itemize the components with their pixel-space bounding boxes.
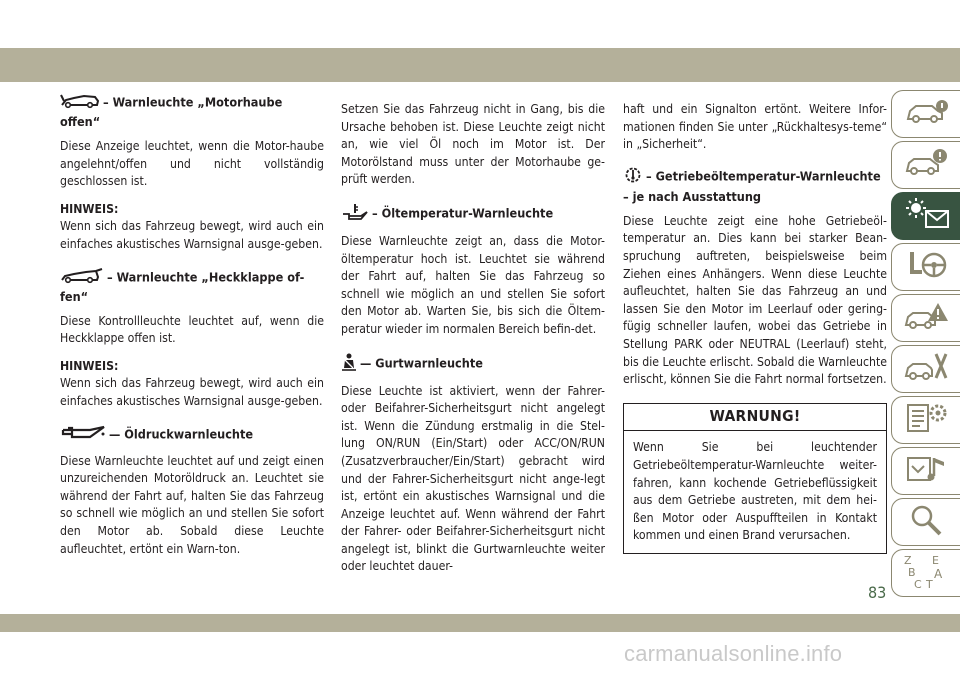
tab-multimedia[interactable]: [891, 447, 960, 495]
list-gear-icon: [902, 401, 950, 439]
header-band: [0, 48, 960, 82]
index-letters-icon: [900, 552, 952, 594]
car-info-icon: [902, 97, 950, 131]
liftgate-note-label: HINWEIS:: [60, 358, 119, 373]
chapter-tabs: [891, 90, 960, 600]
transmission-temperature-icon: [623, 166, 643, 188]
tab-seats-steering[interactable]: [891, 243, 960, 291]
liftgate-warning-heading: – Warnleuchte „Heckklappe of-fen“: [60, 269, 305, 304]
tab-vehicle-warning[interactable]: [891, 141, 960, 189]
car-hood-open-icon: [60, 93, 100, 113]
oil-temp-text: Diese Warnleuchte zeigt an, dass die Motor-öltemperatur hoch ist. Leuchtet sie während der Fahrt auf, halten Sie das Fahrzeug so schnell wie möglich an und stellen Sie sofort den Motor ab. Warten Sie, bis sich die Öltem-peratur wieder im normalen Bereich befin-det.: [341, 233, 605, 336]
index-letter-a: A: [934, 567, 943, 581]
seatbelt-heading: — Gurtwarnleuchte: [341, 353, 605, 375]
index-letter-c: C: [914, 578, 922, 590]
index-letter-t: T: [926, 578, 933, 590]
tab-index[interactable]: [891, 549, 960, 597]
page-number: 83: [868, 583, 887, 602]
seatbelt-continued: haft und ein Signalton ertönt. Weitere Infor-mationen finden Sie unter „Rückhaltesys-teme“ in „Sicherheit“.: [623, 102, 887, 152]
liftgate-note-text: Wenn sich das Fahrzeug bewegt, wird auch ein einfaches akustisches Warnsignal ausge-geben.: [60, 376, 324, 408]
watermark: carmanualsonline.info: [624, 641, 843, 666]
warning-box: [623, 403, 887, 554]
multimedia-icon: [902, 452, 950, 490]
index-letter-b: B: [908, 566, 916, 579]
oil-can-icon: [60, 425, 106, 445]
seatbelt-icon: [341, 353, 357, 375]
column-2: [341, 101, 605, 586]
tab-vehicle-info[interactable]: [891, 90, 960, 138]
column-3: [623, 101, 887, 554]
oil-temperature-icon: [341, 203, 369, 225]
transmission-temp-heading: – Getriebeöltemperatur-Warnleuchte – je nach Ausstattung: [623, 166, 887, 205]
car-liftgate-open-icon: [60, 268, 104, 288]
seat-steering-icon: [902, 248, 950, 286]
column-1: [60, 93, 324, 568]
oil-temp-heading: – Öltemperatur-Warnleuchte: [341, 203, 605, 225]
tab-service[interactable]: [891, 345, 960, 393]
tab-warning-lights[interactable]: [891, 192, 960, 240]
oil-pressure-continued: Setzen Sie das Fahrzeug nicht in Gang, bis die Ursache behoben ist. Diese Leuchte zeigt nicht an, wie viel Öl noch im Motor ist. Der Motorölstand muss unter der Motorhaube ge-prüft werden.: [341, 102, 605, 187]
warning-lights-icon: [900, 197, 952, 235]
search-icon: [902, 503, 950, 541]
index-letter-e: E: [932, 554, 939, 567]
oil-pressure-heading: — Öldruckwarnleuchte: [60, 425, 324, 445]
car-warning-icon: [902, 147, 950, 183]
index-letter-z: Z: [904, 554, 912, 567]
tab-search[interactable]: [891, 498, 960, 546]
transmission-temp-text: Diese Leuchte zeigt eine hohe Getriebeöl-temperatur an. Dies kann bei starker Bean-spruchung auftreten, beispielsweise beim Ziehen eines Anhängers. Wenn diese Leuchte aufleuchtet, halten Sie das Fahrzeug an und lassen Sie den Motor im Leerlauf oder gering-fügig schneller laufen, wobei das Getriebe in Stellung PARK oder NEUTRAL (Leerlauf) steht, bis die Leuchte erlischt. Sobald die Warnleuchte erlischt, können Sie die Fahrt normal fortsetzen.: [623, 213, 887, 387]
liftgate-warning-text: Diese Kontrollleuchte leuchtet auf, wenn die Heckklappe offen ist.: [60, 313, 324, 346]
hood-warning-heading: – Warnleuchte „Motorhaube offen“: [60, 94, 283, 129]
hood-warning-text: Diese Anzeige leuchtet, wenn die Motor-haube angelehnt/offen und nicht vollständig geschlossen ist.: [60, 139, 324, 189]
warning-title: WARNUNG!: [624, 404, 886, 432]
oil-pressure-text: Diese Warnleuchte leuchtet auf und zeigt einen unzureichenden Motoröldruck an. Leuchtet sie während der Fahrt auf, halten Sie das Fahrzeug so schnell wie möglich an und stellen Sie sofort den Motor ab. Sobald diese Leuchte aufleuchtet, ertönt ein Warn-ton.: [60, 453, 324, 556]
tab-emergency[interactable]: [891, 294, 960, 342]
footer-band: [0, 614, 960, 632]
car-emergency-icon: [902, 299, 950, 337]
hood-note-text: Wenn sich das Fahrzeug bewegt, wird auch ein einfaches akustisches Warnsignal ausge-geben.: [60, 219, 324, 251]
warning-text: Wenn Sie bei leuchtender Getriebeöltemperatur-Warnleuchte weiter-fahren, kann kochende Getriebeflüssigkeit aus dem Getriebe austreten, mit dem hei-ßen Motor oder Auspuffteilen in Kontakt kommen und einen Brand verursachen.: [633, 440, 877, 543]
hood-note-label: HINWEIS:: [60, 201, 119, 216]
car-tools-icon: [902, 350, 950, 388]
seatbelt-text: Diese Leuchte ist aktiviert, wenn der Fahrer- oder Beifahrer-Sicherheitsgurt nicht angelegt ist. Wenn die Zündung erstmalig in die Stel-lung ON/RUN (Ein/Start) oder ACC/ON/RUN (Zusatzverbraucher/Ein/Start) gebracht wird und der Fahrer-Sicherheitsgurt nicht ange-legt ist, ertönt ein akustisches Warnsignal und die Anzeige leuchtet auf. Wenn während der Fahrt der Fahrer- oder Beifahrer-Sicherheitsgurt nicht angelegt ist, blinkt die Gurtwarnleuchte weiter oder leuchtet dauer-: [341, 383, 605, 574]
tab-technical-data[interactable]: [891, 396, 960, 444]
